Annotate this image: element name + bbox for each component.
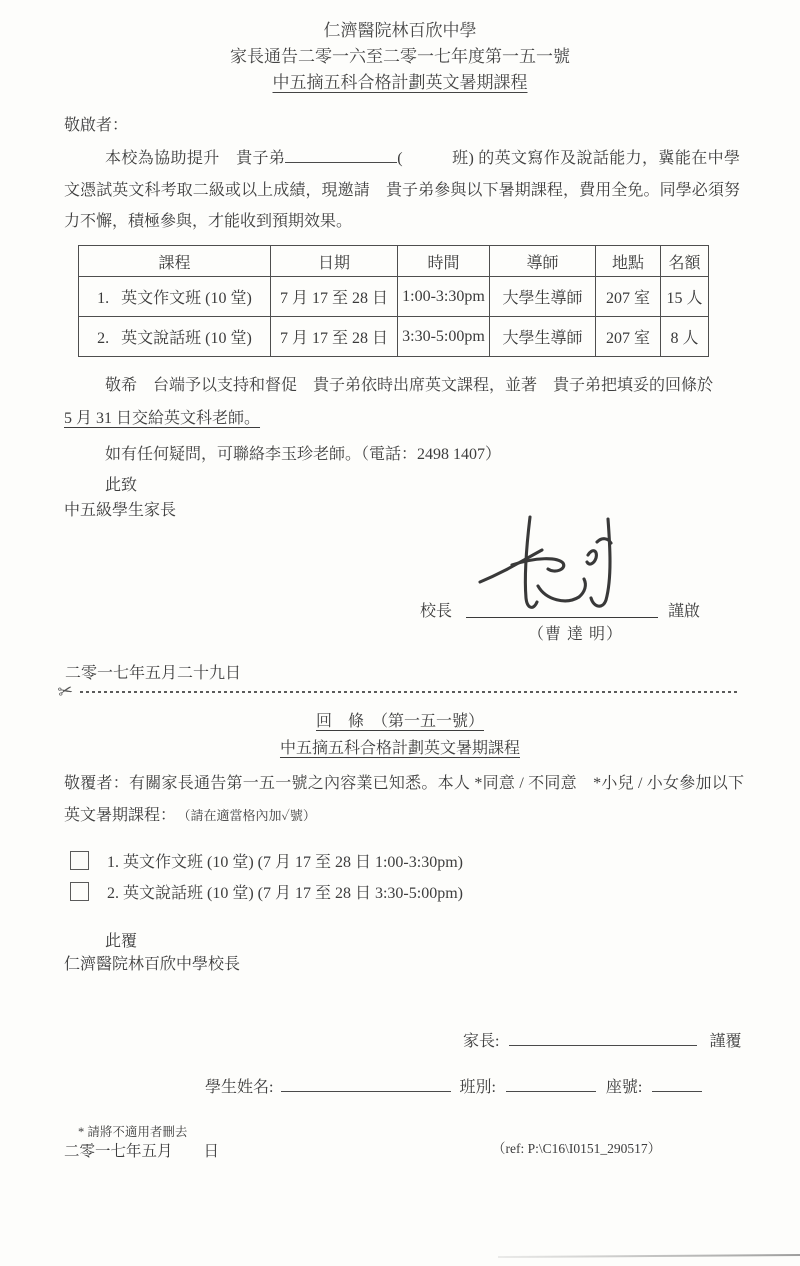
- cell-course: 2. 英文說話班 (10 堂): [79, 317, 271, 357]
- delete-inapplicable-footnote: * 請將不適用者刪去: [78, 1125, 188, 1139]
- parent-closing: 謹覆: [709, 1033, 742, 1050]
- course-table: [78, 245, 709, 357]
- school-name: 仁濟醫院林百欣中學: [323, 21, 477, 40]
- principal-role-label: 校長: [420, 603, 453, 620]
- reply-body-note: （請在適當格內加✓號）: [184, 808, 316, 823]
- signature-closing: 謹啟: [668, 603, 701, 620]
- notice-subject: 中五摘五科合格計劃英文暑期課程: [272, 73, 528, 92]
- seat-label: 座號:: [605, 1079, 643, 1096]
- reply-closing: 此覆: [105, 933, 138, 950]
- course-table-wrap: [78, 245, 709, 357]
- principal-signature-line: [466, 598, 658, 618]
- scissors-icon: ✂: [55, 679, 75, 703]
- reply-body: [64, 768, 744, 832]
- reply-date-line: 二零一七年五月 日: [64, 1143, 220, 1160]
- cell-venue: 207 室: [596, 317, 661, 357]
- notice-date: 二零一七年五月二十九日: [65, 665, 242, 682]
- cell-quota: 15 人: [661, 277, 709, 317]
- table-header-row: [79, 246, 709, 277]
- cell-time: 1:00-3:30pm: [398, 277, 490, 317]
- closing-this-to: 此致: [105, 477, 138, 494]
- parent-signature-row: [463, 1028, 741, 1051]
- table-row: [79, 317, 709, 357]
- cell-venue: 207 室: [596, 277, 661, 317]
- student-info-row: [205, 1074, 702, 1097]
- option-1-label: 1. 英文作文班 (10 堂) (7 月 17 至 28 日 1:00-3:30pm): [107, 854, 463, 871]
- option-2-checkbox: [70, 882, 89, 901]
- student-name-line: [281, 1076, 451, 1092]
- reply-slip-title-wrap: [0, 708, 800, 731]
- scan-edge-artifact: [498, 1254, 800, 1258]
- col-header-venue: 地點: [596, 246, 661, 277]
- notice-number: 家長通告二零一六至二零一七年度第一五一號: [230, 47, 570, 66]
- option-2-label: 2. 英文說話班 (10 堂) (7 月 17 至 28 日 3:30-5:00pm): [107, 885, 463, 902]
- student-name-label: 學生姓名:: [205, 1079, 274, 1096]
- cell-tutor: 大學生導師: [490, 277, 596, 317]
- option-row-1: [70, 849, 463, 872]
- col-header-date: 日期: [271, 246, 398, 277]
- contact-line: 如有任何疑問，可聯絡李玉珍老師。（電話：2498 1407）: [105, 446, 502, 463]
- request-paragraph-line1: 敬希 台端予以支持和督促 貴子弟依時出席英文課程，並著 貴子弟把填妥的回條於: [105, 377, 714, 394]
- reply-slip-subject: 中五摘五科合格計劃英文暑期課程: [279, 740, 520, 757]
- col-header-quota: 名額: [661, 246, 709, 277]
- salutation: 敬啟者：: [64, 117, 129, 134]
- header-block: [0, 18, 800, 96]
- class-label: 班別:: [459, 1079, 496, 1096]
- closing-recipient: 中五級學生家長: [64, 502, 177, 519]
- intro-paragraph: [64, 143, 740, 238]
- option-1-checkbox: [70, 851, 89, 870]
- cell-date: 7 月 17 至 28 日: [271, 277, 398, 317]
- parent-label: 家長:: [463, 1033, 500, 1050]
- cell-course: 1. 英文作文班 (10 堂): [79, 277, 271, 317]
- parent-signature-line: [509, 1030, 697, 1046]
- reference-number: （ref: P:\C16\I0151_290517）: [492, 1141, 662, 1156]
- deadline-line: 5 月 31 日交給英文科老師。: [64, 410, 261, 427]
- cell-date: 7 月 17 至 28 日: [271, 317, 398, 357]
- col-header-time: 時間: [398, 246, 490, 277]
- col-header-tutor: 導師: [490, 246, 596, 277]
- class-line: [506, 1076, 596, 1092]
- cell-tutor: 大學生導師: [490, 317, 596, 357]
- seat-number-line: [652, 1076, 702, 1092]
- table-row: [79, 277, 709, 317]
- option-row-2: [70, 880, 463, 903]
- cell-quota: 8 人: [661, 317, 709, 357]
- intro-text-rest: ( 班) 的英文寫作及說話能力，冀能在中學文憑試英文科考取二級或以上成績，現邀請 貴子弟參與以下暑期課程，費用全免。同學必須努力不懈，積極參與，才能收到預期效果。: [64, 150, 740, 230]
- principal-name: （曹 達 明）: [528, 626, 624, 643]
- cell-time: 3:30-5:00pm: [398, 317, 490, 357]
- reply-closing-recipient: 仁濟醫院林百欣中學校長: [64, 956, 241, 973]
- reply-body-text: 敬覆者：有關家長通告第一五一號之內容業已知悉。本人 *同意 / 不同意 *小兒 / 小女參加以下英文暑期課程：: [64, 775, 744, 824]
- reply-slip-title: 回 條 （第一五一號）: [315, 713, 484, 730]
- cut-line: [80, 691, 740, 693]
- intro-text-lead: 本校為協助提升 貴子弟: [105, 150, 286, 167]
- col-header-course: 課程: [79, 246, 271, 277]
- student-name-blank: [285, 148, 397, 163]
- reply-slip-subject-wrap: [0, 735, 800, 758]
